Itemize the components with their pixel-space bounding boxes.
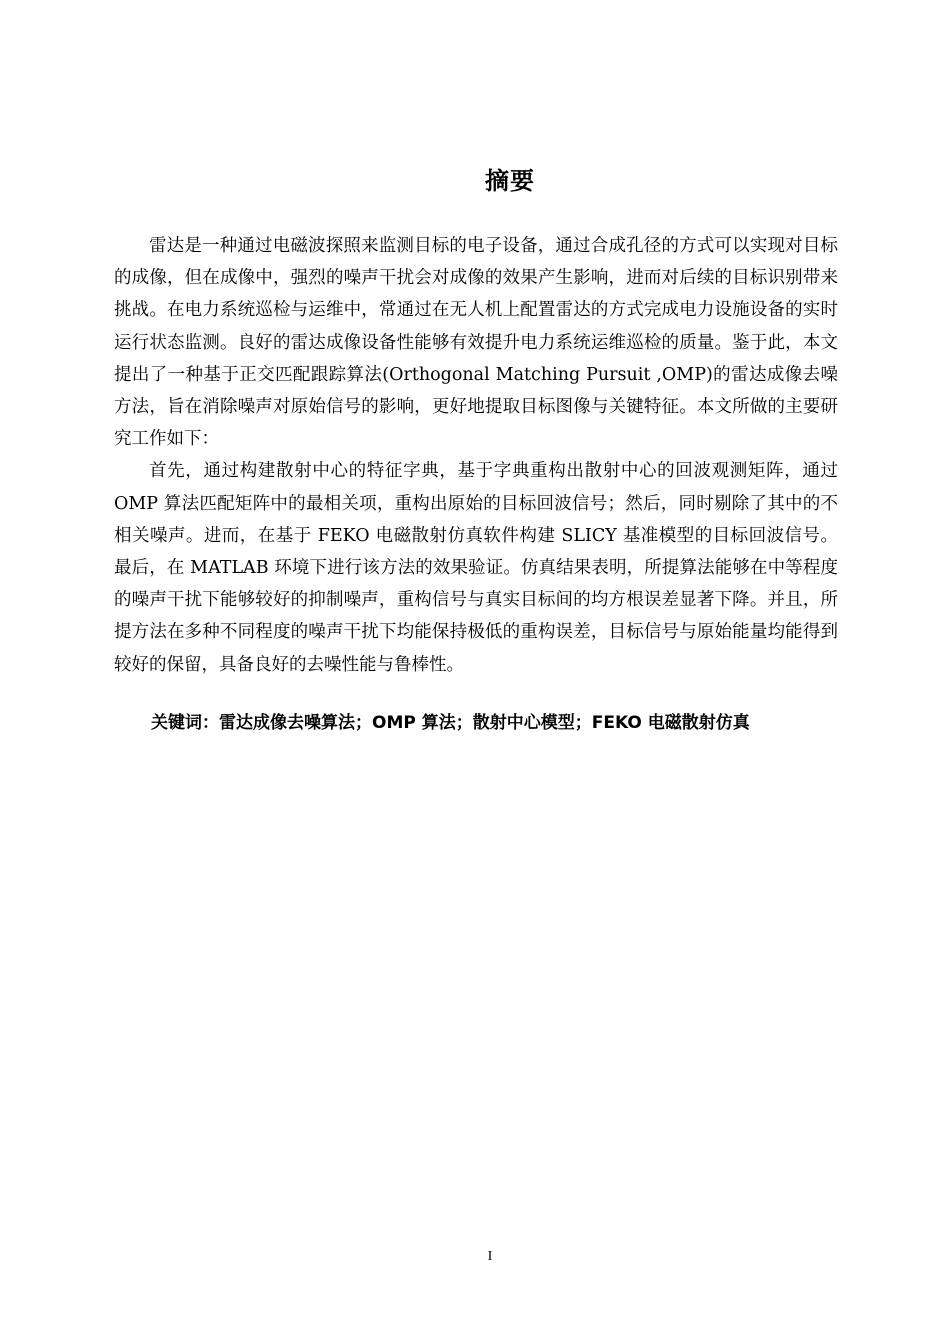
page-title: 摘要 <box>485 167 535 195</box>
abstract-body <box>114 230 838 681</box>
keywords-line: 关键词：雷达成像去噪算法；OMP 算法；散射中心模型；FEKO 电磁散射仿真 <box>151 713 750 733</box>
abstract-paragraph-2: 首先，通过构建散射中心的特征字典，基于字典重构出散射中心的回波观测矩阵，通过 OMP 算法匹配矩阵中的最相关项，重构出原始的目标回波信号；然后，同时剔除了其中的不相关噪声。进而，在基于 FEKO 电磁散射仿真软件构建 SLICY 基准模型的目标回波信号。最后，在 MATLAB 环境下进行该方法的效果验证。仿真结果表明，所提算法能够在中等程度的噪声干扰下能够较好的抑制噪声，重构信号与真实目标间的均方根误差显著下降。并且，所提方法在多种不同程度的噪声干扰下均能保持极低的重构误差，目标信号与原始能量均能得到较好的保留，具备良好的去噪性能与鲁棒性。 <box>114 461 838 675</box>
page-number: I <box>487 1249 493 1264</box>
abstract-paragraph-1: 雷达是一种通过电磁波探照来监测目标的电子设备，通过合成孔径的方式可以实现对目标的成像，但在成像中，强烈的噪声干扰会对成像的效果产生影响，进而对后续的目标识别带来挑战。在电力系统巡检与运维中，常通过在无人机上配置雷达的方式完成电力设施设备的实时运行状态监测。良好的雷达成像设备性能够有效提升电力系统运维巡检的质量。鉴于此，本文提出了一种基于正交匹配跟踪算法(Orthogonal Matching Pursuit ,OMP)的雷达成像去噪方法，旨在消除噪声对原始信号的影响，更好地提取目标图像与关键特征。本文所做的主要研究工作如下： <box>114 236 838 450</box>
